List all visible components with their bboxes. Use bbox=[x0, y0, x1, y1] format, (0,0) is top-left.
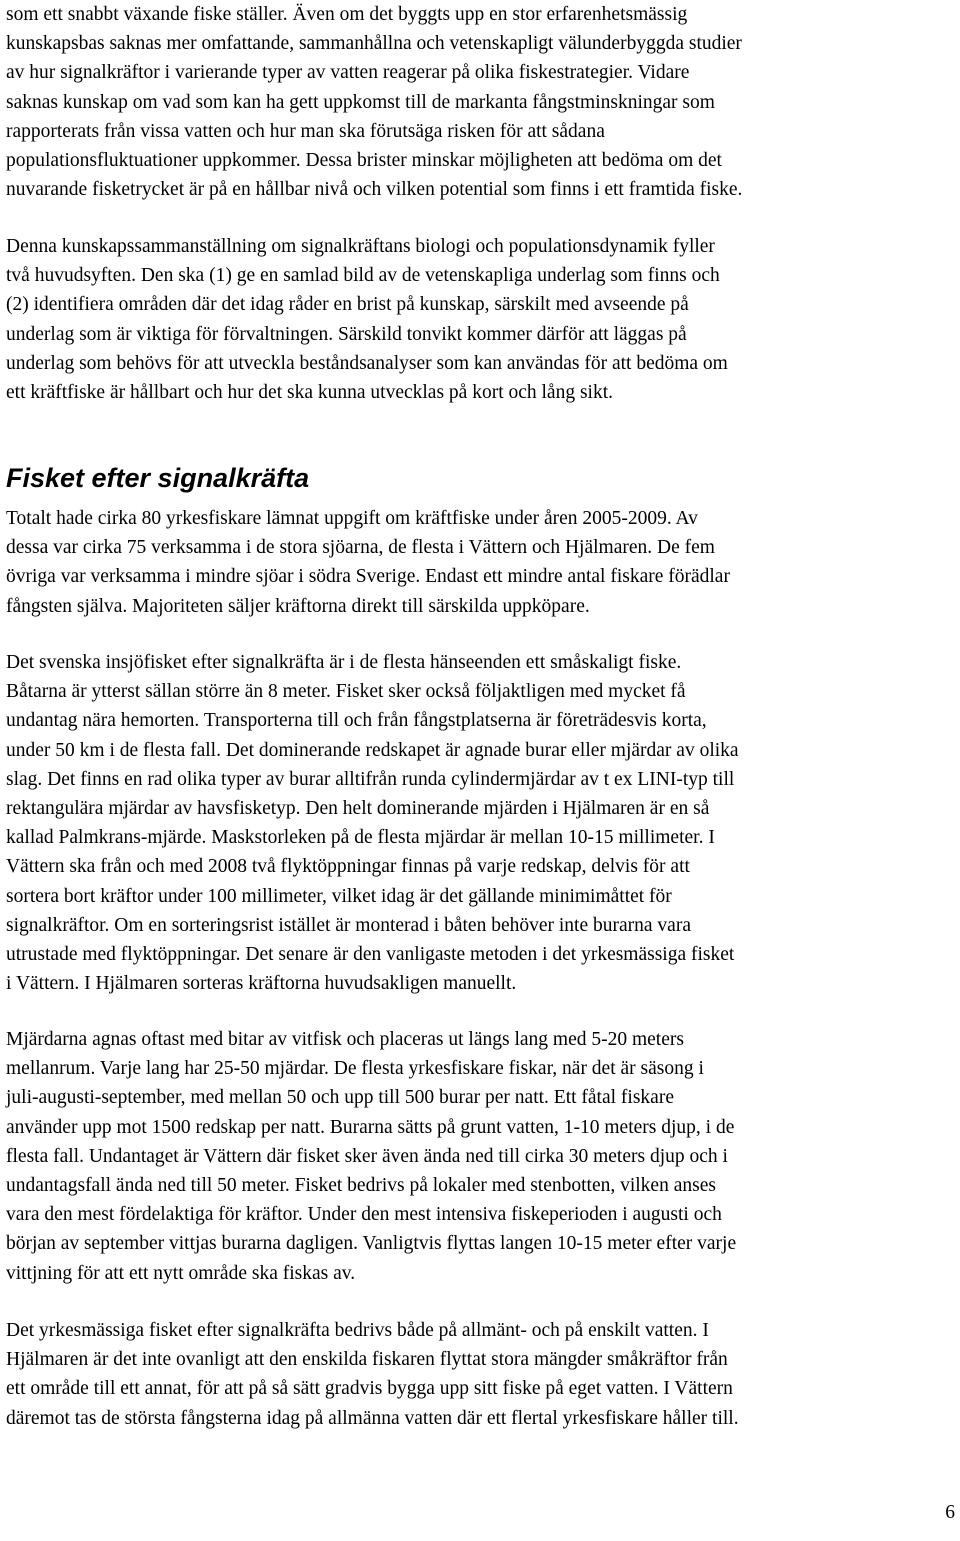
text-line: i Vättern. I Hjälmaren sorteras kräftorna huvudsakligen manuellt. bbox=[6, 973, 517, 995]
text-line: sortera bort kräftor under 100 millimeter, vilket idag är det gällande minimimåttet för bbox=[6, 885, 672, 907]
text-line: av hur signalkräftor i varierande typer av vatten reagerar på olika fiskestrategier. Vidare bbox=[6, 62, 690, 84]
text-line: nuvarande fisketrycket är på en hållbar nivå och vilken potential som finns i ett framtida fiske. bbox=[6, 179, 743, 201]
text-line: början av september vittjas burarna dagligen. Vanligtvis flyttas langen 10-15 meter efter varje bbox=[6, 1233, 737, 1255]
text-line: underlag som behövs för att utveckla beståndsanalyser som kan användas för att bedöma om bbox=[6, 352, 728, 374]
text-line: Det yrkesmässiga fisket efter signalkräfta bedrivs både på allmänt- och på enskilt vatten. I bbox=[6, 1320, 709, 1341]
paragraph-baiting bbox=[6, 1025, 952, 1288]
text-line: under 50 km i de flesta fall. Det dominerande redskapet är agnade burar eller mjärdar av olika bbox=[6, 739, 739, 761]
page-number: 6 bbox=[945, 1502, 955, 1523]
text-line: kunskapsbas saknas mer omfattande, sammanhållna och vetenskapligt välunderbyggda studier bbox=[6, 33, 742, 55]
text-line: Det svenska insjöfisket efter signalkräfta är i de flesta hänseenden ett småskaligt fiske. bbox=[6, 652, 682, 673]
text-line: fångsten själva. Majoriteten säljer kräftorna direkt till särskilda uppköpare. bbox=[6, 595, 590, 617]
text-line: populationsfluktuationer uppkommer. Dessa brister minskar möjligheten att bedöma om det bbox=[6, 150, 722, 172]
text-line: underlag som är viktiga för förvaltningen. Särskild tonvikt kommer därför att läggas på bbox=[6, 323, 687, 345]
text-line: juli-augusti-september, med mellan 50 och upp till 500 burar per natt. Ett fåtal fiskare bbox=[6, 1087, 674, 1109]
text-line: (2) identifiera områden där det idag råder en brist på kunskap, särskilt med avseende på bbox=[6, 294, 689, 316]
text-line: rapporterats från vissa vatten och hur man ska förutsäga risken för att sådana bbox=[6, 120, 605, 142]
paragraph-purpose bbox=[6, 232, 952, 407]
text-line: vittjning för att ett nytt område ska fiskas av. bbox=[6, 1262, 356, 1284]
section-heading: Fisket efter signalkräfta bbox=[6, 463, 310, 493]
text-line: saknas kunskap om vad som kan ha gett uppkomst till de markanta fångstminskningar som bbox=[6, 91, 715, 113]
text-line: dessa var cirka 75 verksamma i de stora sjöarna, de flesta i Vättern och Hjälmaren. De fem bbox=[6, 537, 715, 559]
text-line: Vättern ska från och med 2008 två flyktöppningar finnas på varje redskap, delvis för att bbox=[6, 856, 690, 878]
paragraph-fishers bbox=[6, 504, 952, 621]
paragraph-intro-continued bbox=[6, 0, 952, 204]
text-line: undantagsfall ända ned till 50 meter. Fisket bedrivs på lokaler med stenbotten, vilken anses bbox=[6, 1175, 716, 1197]
text-line: vara den mest fördelaktiga för kräftor. Under den mest intensiva fiskeperioden i augusti och bbox=[6, 1204, 722, 1226]
text-line: mellanrum. Varje lang har 25-50 mjärdar. De flesta yrkesfiskare fiskar, när det är säsong i bbox=[6, 1058, 704, 1080]
text-line: slag. Det finns en rad olika typer av burar alltifrån runda cylindermjärdar av t ex LINI-typ till bbox=[6, 768, 735, 790]
text-line: kallad Palmkrans-mjärde. Maskstorleken på de flesta mjärdar är mellan 10-15 millimeter. I bbox=[6, 827, 715, 849]
text-line: Totalt hade cirka 80 yrkesfiskare lämnat uppgift om kräftfiske under åren 2005-2009. Av bbox=[6, 508, 698, 529]
text-line: som ett snabbt växande fiske ställer. Även om det byggts upp en stor erfarenhetsmässig bbox=[6, 4, 688, 25]
text-line: däremot tas de största fångsterna idag på allmänna vatten där ett flertal yrkesfiskare håller till. bbox=[6, 1407, 739, 1429]
paragraph-gear bbox=[6, 648, 952, 998]
text-line: Hjälmaren är det inte ovanligt att den enskilda fiskaren flyttat stora mängder småkräftor från bbox=[6, 1349, 728, 1371]
text-line: Mjärdarna agnas oftast med bitar av vitfisk och placeras ut längs lang med 5-20 meters bbox=[6, 1029, 684, 1050]
text-line: ett område till ett annat, för att på så sätt gradvis bygga upp sitt fiske på eget vatten. I Vättern bbox=[6, 1378, 733, 1400]
text-line: övriga var verksamma i mindre sjöar i södra Sverige. Endast ett mindre antal fiskare förädlar bbox=[6, 566, 730, 588]
text-line: två huvudsyften. Den ska (1) ge en samlad bild av de vetenskapliga underlag som finns och bbox=[6, 265, 720, 287]
text-line: rektangulära mjärdar av havsfisketyp. Den helt dominerande mjärden i Hjälmaren är en så bbox=[6, 798, 710, 820]
text-line: utrustade med flyktöppningar. Det senare är den vanligaste metoden i det yrkesmässiga fisket bbox=[6, 944, 735, 966]
paragraph-waters bbox=[6, 1316, 952, 1433]
text-line: använder upp mot 1500 redskap per natt. Burarna sätts på grunt vatten, 1-10 meters djup, i de bbox=[6, 1116, 735, 1138]
text-line: undantag nära hemorten. Transporterna till och från fångstplatserna är företrädesvis korta, bbox=[6, 710, 707, 732]
text-line: Båtarna är ytterst sällan större än 8 meter. Fisket sker också följaktligen med mycket få bbox=[6, 681, 686, 703]
text-line: signalkräftor. Om en sorteringsrist istället är monterad i båten behöver inte burarna vara bbox=[6, 914, 691, 936]
text-line: Denna kunskapssammanställning om signalkräftans biologi och populationsdynamik fyller bbox=[6, 236, 715, 257]
text-line: flesta fall. Undantaget är Vättern där fisket sker även ända ned till cirka 30 meters djup och i bbox=[6, 1145, 728, 1167]
text-line: ett kräftfiske är hållbart och hur det ska kunna utvecklas på kort och lång sikt. bbox=[6, 382, 614, 404]
